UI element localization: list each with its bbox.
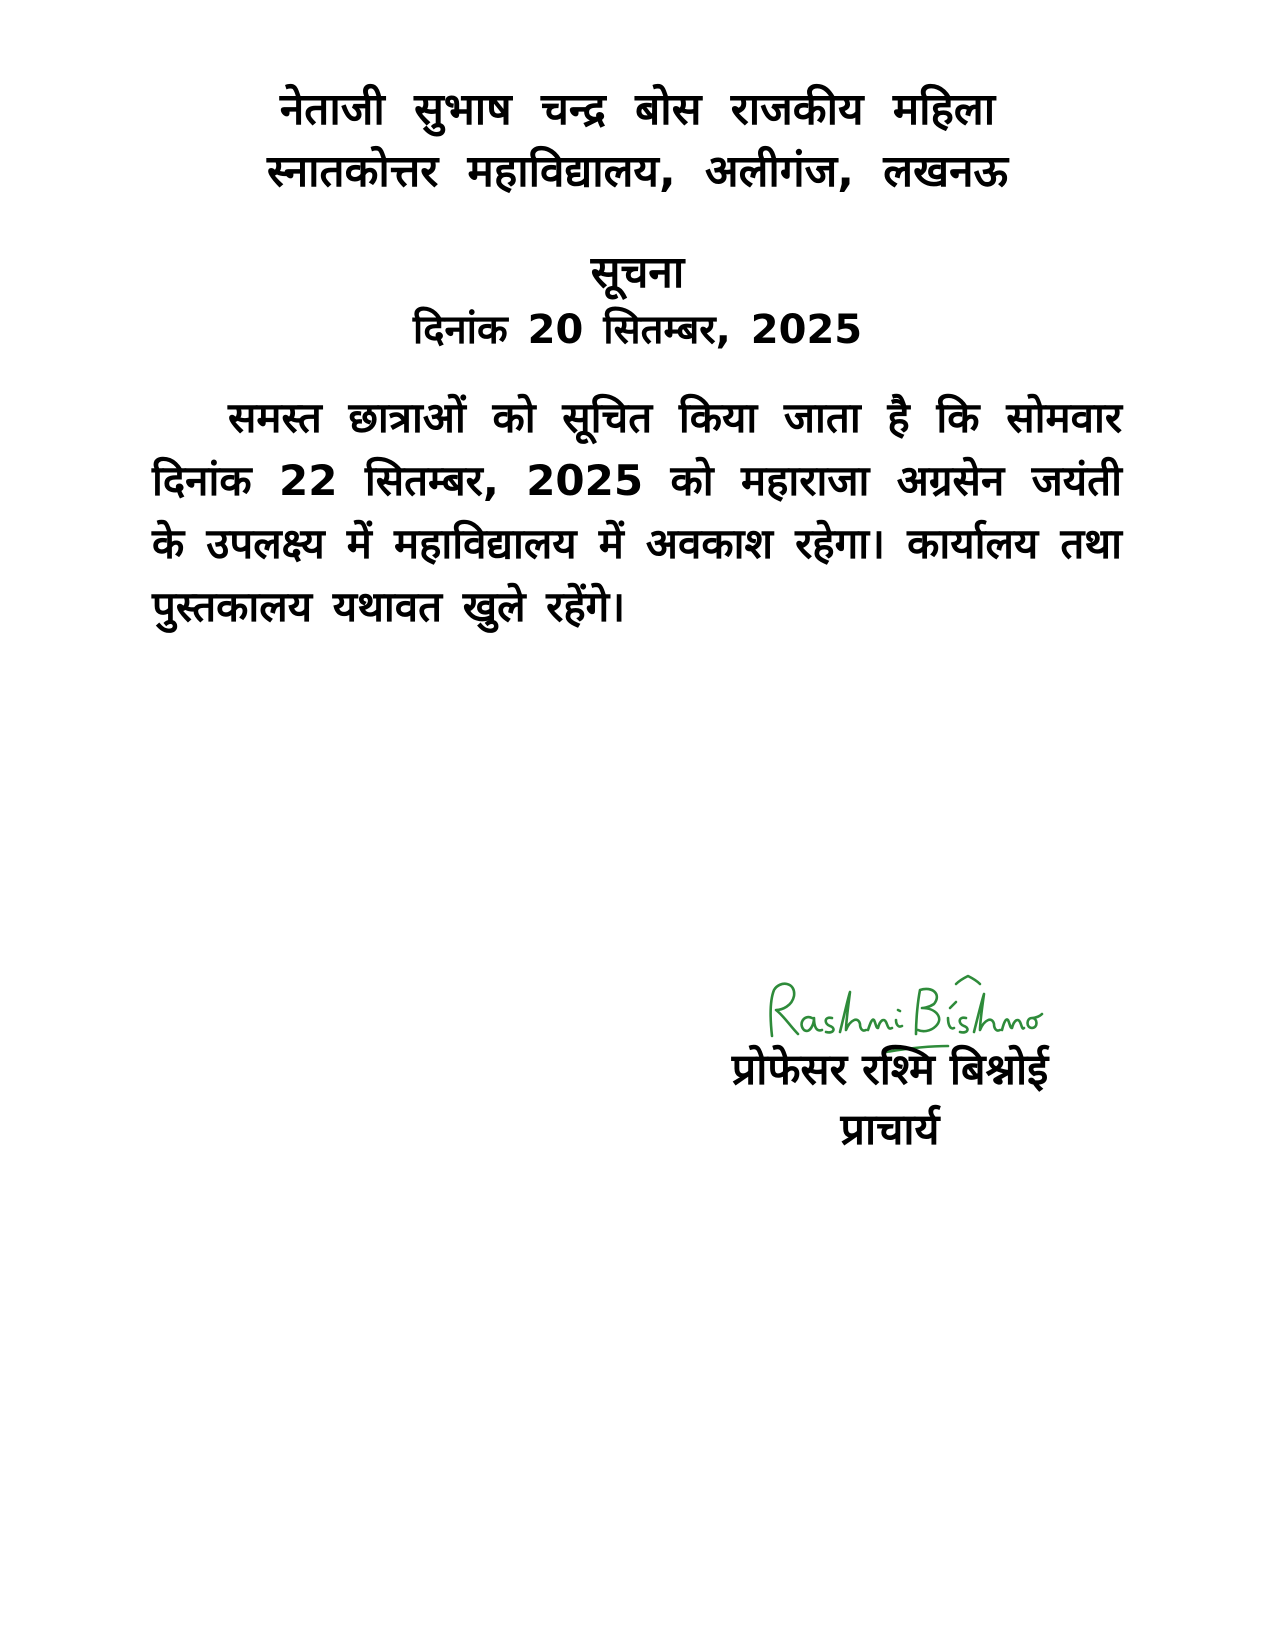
notice-title: सूचना (590, 247, 685, 298)
principal-name: प्रोफेसर रश्मि बिश्नोई (731, 1045, 1049, 1095)
college-name-line-1: नेताजी सुभाष चन्द्र बोस राजकीय महिला (279, 84, 996, 135)
college-name-line-2: स्नातकोत्तर महाविद्यालय, अलीगंज, लखनऊ (266, 146, 1009, 197)
notice-body: समस्त छात्राओं को सूचित किया जाता है कि सोमवार दिनांक 22 सितम्बर, 2025 को महाराजा अग्रसेन जयंती के उपलक्ष्य में महाविद्यालय में अवकाश रहेगा। कार्यालय तथा पुस्तकालय यथावत खुले रहेंगे। (152, 393, 1122, 631)
principal-designation: प्राचार्य (840, 1105, 940, 1155)
notice-date: दिनांक 20 सितम्बर, 2025 (412, 307, 863, 353)
